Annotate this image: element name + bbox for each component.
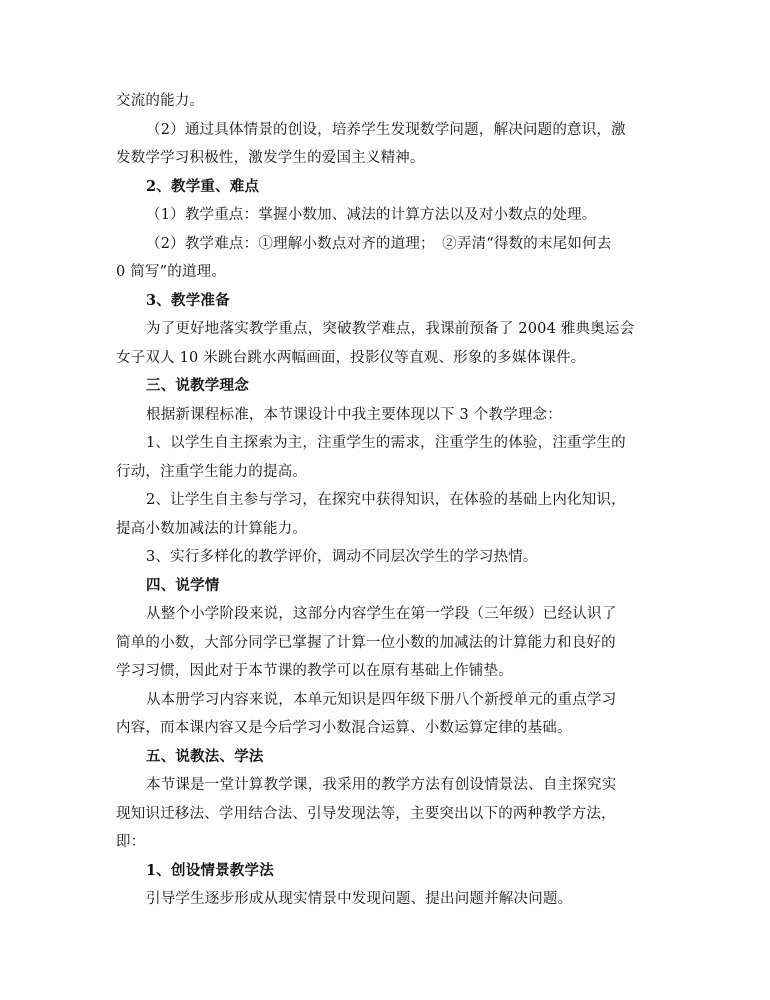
text-line: 学习习惯，因此对于本节课的教学可以在原有基础上作铺垫。	[116, 663, 513, 679]
text-line: 2、让学生自主参与学习，在探究中获得知识，在体验的基础上内化知识，	[146, 492, 626, 508]
text-line: 现知识迁移法、学用结合法、引导发现法等，主要突出以下的两种教学方法，	[116, 805, 616, 822]
section-heading: 四、说学情	[146, 576, 220, 594]
document-page	[116, 87, 656, 914]
text-line: 即：	[116, 834, 146, 850]
text-line: 内容，而本课内容又是今后学习小数混合运算、小数运算定律的基础。	[116, 720, 572, 736]
text-line: （2）教学难点：①理解小数点对齐的道理； ②弄清“得数的末尾如何去	[146, 235, 612, 252]
section-heading: 1、创设情景教学法	[146, 861, 274, 879]
text-line: 行动，注重学生能力的提高。	[116, 463, 308, 480]
text-line: 女子双人 10 米跳台跳水两幅画面，投影仪等直观、形象的多媒体课件。	[116, 349, 586, 366]
text-line: 提高小数加减法的计算能力。	[116, 520, 308, 537]
text-line: （2）通过具体情景的创设，培养学生发现数学问题，解决问题的意识，激	[146, 121, 626, 138]
text-line: 发数学学习积极性，激发学生的爱国主义精神。	[116, 150, 425, 166]
text-line: 从整个小学阶段来说，这部分内容学生在第一学段（三年级）已经认识了	[146, 606, 617, 622]
section-heading: 五、说教法、学法	[146, 747, 264, 765]
section-heading: 3、教学准备	[146, 291, 230, 309]
text-line: 交流的能力。	[116, 93, 205, 109]
text-line: 3、实行多样化的教学评价，调动不同层次学生的学习热情。	[146, 549, 538, 565]
text-line: 0 简写”的道理。	[116, 264, 227, 280]
text-line: 1、以学生自主探索为主，注重学生的需求，注重学生的体验，注重学生的	[146, 435, 626, 451]
text-line: 从本册学习内容来说，本单元知识是四年级下册八个新授单元的重点学习	[146, 691, 617, 708]
text-line: （1）教学重点：掌握小数加、减法的计算方法以及对小数点的处理。	[146, 207, 597, 223]
text-line: 本节课是一堂计算教学课，我采用的教学方法有创设情景法、自主探究实	[146, 777, 617, 793]
section-heading: 2、教学重、难点	[146, 177, 260, 195]
section-heading: 三、说教学理念	[146, 377, 249, 394]
text-line: 简单的小数，大部分同学已掌握了计算一位小数的加减法的计算能力和良好的	[116, 634, 616, 651]
text-line: 根据新课程标准，本节课设计中我主要体现以下 3 个教学理念：	[146, 406, 562, 423]
text-line: 引导学生逐步形成从现实情景中发现问题、提出问题并解决问题。	[146, 891, 573, 907]
text-line: 为了更好地落实教学重点，突破教学难点，我课前预备了 2004 雅典奥运会	[146, 321, 635, 337]
